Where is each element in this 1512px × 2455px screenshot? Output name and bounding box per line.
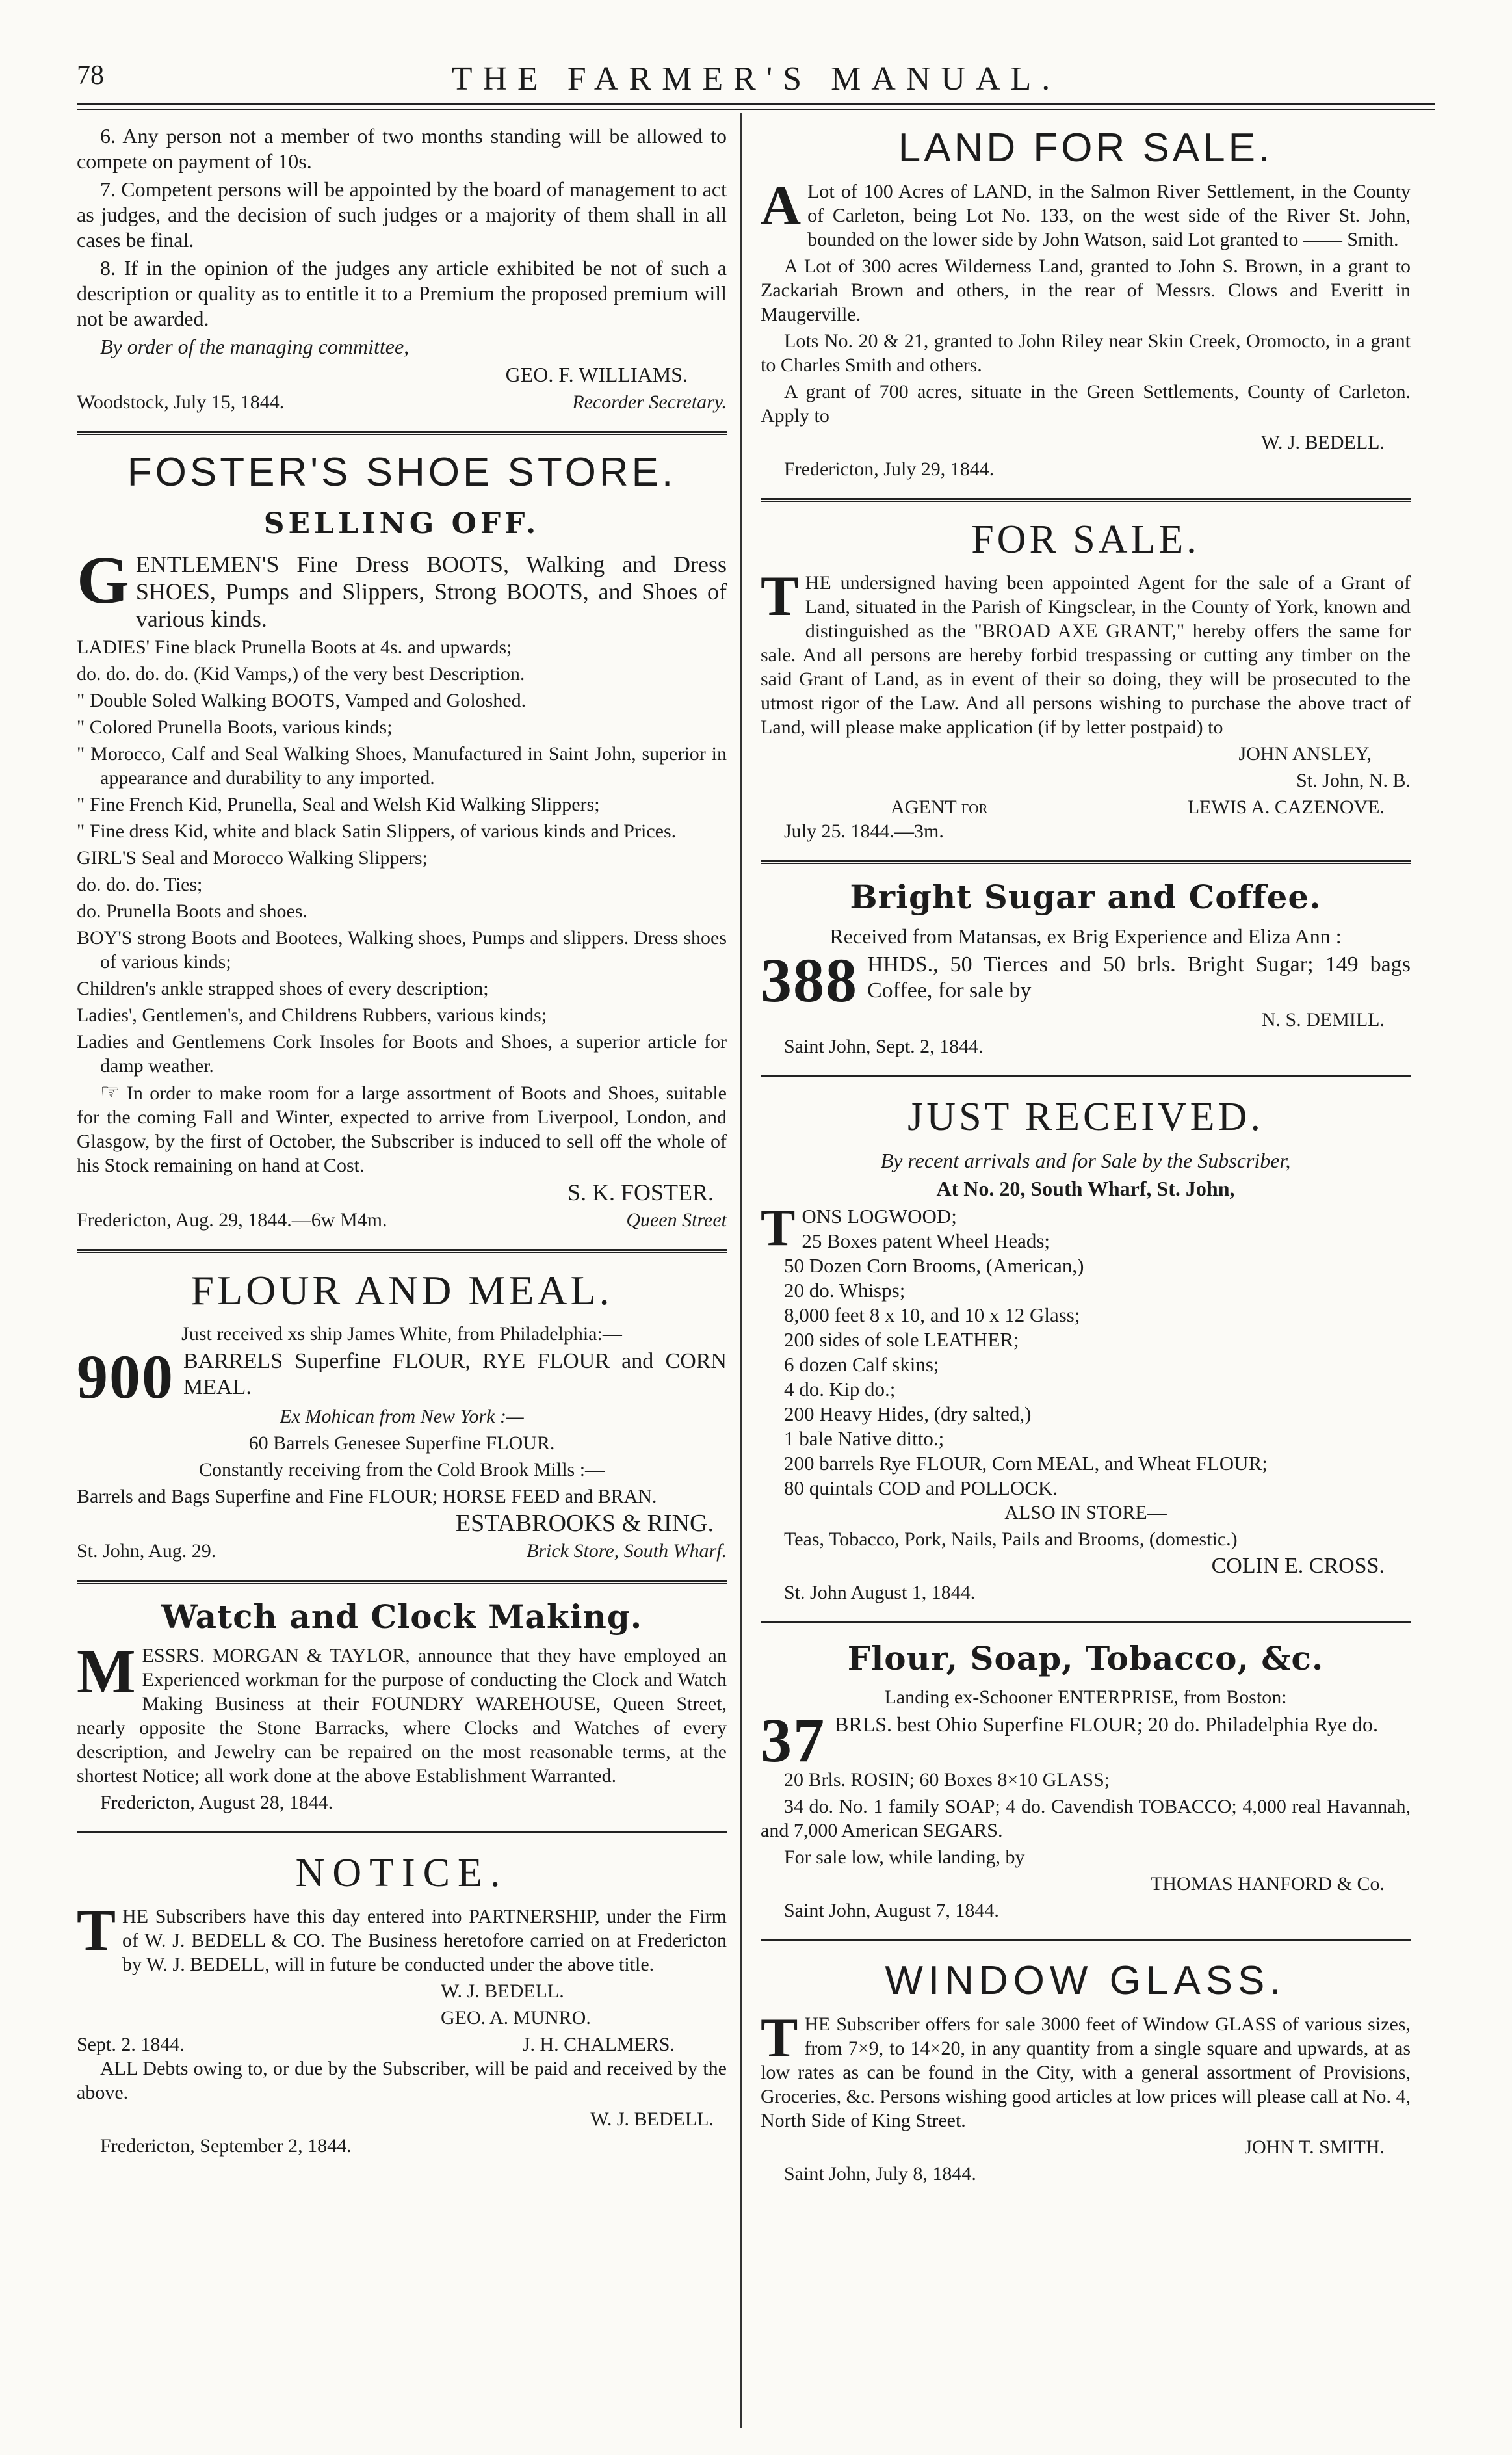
- just-received-ad: [761, 1092, 1411, 1605]
- forsale-text: HE undersigned having been appointed Agent for the sale of a Grant of Land, situated in the Parish of Kingsclear, in the County of York, known and distinguished as the "BROAD AXE GRANT," hereby offers the same for sale. And all persons are hereby forbid trespassing or cutting any timber on the said Grant of Land, as in event of their so doing, they will be prosecuted to the utmost rigor of the Law. And all persons wishing to purchase the above tract of Land, will please make application (if by letter postpaid) to: [761, 572, 1411, 738]
- flour-title: FLOUR AND MEAL.: [190, 1267, 613, 1313]
- rule-6: 6. Any person not a member of two months standing will be allowed to compete on payment of 10s.: [77, 124, 727, 173]
- sugar-signer: N. S. DEMILL.: [1261, 1009, 1385, 1031]
- running-title: THE FARMER'S MANUAL.: [451, 60, 1061, 98]
- just-address: At No. 20, South Wharf, St. John,: [936, 1177, 1235, 1200]
- land-dropcap: A: [761, 174, 802, 237]
- foster-notice: In order to make room for a large assortment of Boots and Shoes, suitable for the coming Fall and Winter, expected to arrive from Liverpool, London, and Glasgow, by the first of October, the Subscriber is induced to sell off the whole of his Stock remaining on hand at Cost.: [77, 1083, 727, 1176]
- notice-signer-1: W. J. BEDELL.: [441, 1980, 564, 2002]
- watch-clock-ad: [77, 1597, 727, 1815]
- glass-signer: JOHN T. SMITH.: [1244, 2136, 1385, 2158]
- just-title: JUST RECEIVED.: [907, 1095, 1264, 1139]
- foster-title: FOSTER'S SHOE STORE.: [127, 450, 677, 495]
- foster-subtitle: SELLING OFF.: [263, 507, 540, 540]
- sugar-number: 388: [761, 945, 858, 1015]
- watch-date: Fredericton, August 28, 1844.: [100, 1792, 333, 1813]
- flour-date: St. John, Aug. 29.: [77, 1540, 216, 1562]
- forsale-place: St. John, N. B.: [1296, 770, 1411, 791]
- divider: [761, 1621, 1411, 1625]
- land-date: Fredericton, July 29, 1844.: [784, 458, 995, 480]
- land-p3: Lots No. 20 & 21, granted to John Riley near Skin Creek, Oromocto, in a grant to Charles Smith and others.: [761, 330, 1411, 376]
- flour-constantly: Constantly receiving from the Cold Brook Mills :—: [198, 1459, 605, 1480]
- sugar-text: HHDS., 50 Tierces and 50 brls. Bright Sugar; 149 bags Coffee, for sale by: [867, 952, 1411, 1003]
- foster-line: GIRL'S Seal and Morocco Walking Slippers;: [77, 847, 428, 869]
- foster-shoe-ad: [77, 448, 727, 1232]
- right-column: [761, 124, 1411, 2203]
- exhibition-rules: [77, 124, 727, 414]
- watch-title: Watch and Clock Making.: [161, 1597, 643, 1636]
- just-line1: By recent arrivals and for Sale by the Subscriber,: [880, 1149, 1291, 1172]
- glass-dropcap: T: [761, 2006, 798, 2069]
- just-item: 200 Heavy Hides, (dry salted,): [784, 1402, 1032, 1425]
- notice-signer-4: W. J. BEDELL.: [590, 2108, 714, 2130]
- rules-place: Woodstock, July 15, 1844.: [77, 391, 285, 413]
- foster-line: Ladies', Gentlemen's, and Childrens Rubbers, various kinds;: [77, 1004, 547, 1026]
- soap-l3: 34 do. No. 1 family SOAP; 4 do. Cavendish TOBACCO; 4,000 real Havannah, and 7,000 American SEGARS.: [761, 1796, 1411, 1841]
- foster-line: Children's ankle strapped shoes of every description;: [77, 978, 489, 999]
- rule-7: 7. Competent persons will be appointed by the board of management to act as judges, and the decision of such judges or a majority of them shall in all cases be final.: [77, 177, 727, 252]
- pointing-hand-icon: ☞: [100, 1081, 120, 1105]
- forsale-dropcap: T: [761, 565, 799, 628]
- flour-signer: ESTABROOKS & RING.: [455, 1510, 714, 1537]
- just-also: ALSO IN STORE—: [1004, 1502, 1167, 1523]
- header-rule: [77, 103, 1435, 105]
- just-item: 80 quintals COD and POLLOCK.: [784, 1477, 1058, 1499]
- flour-text: BARRELS Superfine FLOUR, RYE FLOUR and CORN MEAL.: [183, 1349, 727, 1399]
- just-item: 50 Dozen Corn Brooms, (American,): [784, 1254, 1084, 1277]
- soap-date: Saint John, August 7, 1844.: [784, 1900, 999, 1921]
- foster-line: do. do. do. Ties;: [77, 874, 203, 895]
- just-item: 1 bale Native ditto.;: [784, 1427, 945, 1450]
- foster-dropcap: G: [77, 543, 129, 618]
- divider: [77, 1249, 727, 1253]
- foster-line: " Fine dress Kid, white and black Satin Slippers, of various kinds and Prices.: [77, 821, 677, 842]
- divider: [77, 1580, 727, 1584]
- flour-soap-ad: [761, 1638, 1411, 1923]
- notice-date-2: Fredericton, September 2, 1844.: [100, 2135, 352, 2157]
- flour-number: 900: [77, 1342, 174, 1411]
- notice-dropcap: T: [77, 1898, 116, 1963]
- flour-meal-ad: [77, 1266, 727, 1563]
- flour-barrels2: Barrels and Bags Superfine and Fine FLOUR; HORSE FEED and BRAN.: [77, 1486, 657, 1507]
- header-rule-thin: [77, 109, 1435, 110]
- just-signer: COLIN E. CROSS.: [1211, 1554, 1385, 1578]
- soap-l2: 20 Brls. ROSIN; 60 Boxes 8×10 GLASS;: [784, 1769, 1110, 1791]
- land-p1: Lot of 100 Acres of LAND, in the Salmon River Settlement, in the County of Carleton, being Lot No. 133, on the west side of the River St. John, bounded on the lower side by John Watson, said Lot granted to —— Smith.: [807, 181, 1411, 250]
- glass-text: HE Subscriber offers for sale 3000 feet of Window GLASS of various sizes, from 7×9, to 14×20, in any quantity from a single square and upwards, at as low rates as can be found in the City, with a general assortment of Provisions, Groceries, &c. Persons wishing good articles at low prices will please call at No. 4, North Side of King Street.: [761, 2014, 1411, 2131]
- notice-text: HE Subscribers have this day entered into PARTNERSHIP, under the Firm of W. J. BEDELL & CO. The Business heretofore carried on at Fredericton by W. J. BEDELL, will in future be conducted under the above title.: [122, 1906, 727, 1975]
- forsale-agent: AGENT for: [891, 796, 988, 818]
- partnership-notice: [77, 1848, 727, 2158]
- sugar-line1: Received from Matansas, ex Brig Experience and Eliza Ann :: [829, 925, 1342, 948]
- notice-date-1: Sept. 2. 1844.: [77, 2034, 185, 2055]
- just-item: ONS LOGWOOD;: [802, 1205, 957, 1228]
- flour-line1: Just received xs ship James White, from Philadelphia:—: [181, 1323, 622, 1345]
- foster-line: Ladies and Gentlemens Cork Insoles for Boots and Shoes, a superior article for damp weather.: [77, 1031, 727, 1077]
- divider: [77, 431, 727, 435]
- just-item: 4 do. Kip do.;: [784, 1378, 896, 1400]
- soap-number: 37: [761, 1705, 826, 1775]
- divider: [761, 1939, 1411, 1943]
- just-item: 8,000 feet 8 x 10, and 10 x 12 Glass;: [784, 1304, 1080, 1326]
- foster-line: " Fine French Kid, Prunella, Seal and Welsh Kid Walking Slippers;: [77, 794, 600, 815]
- sugar-coffee-ad: [761, 877, 1411, 1058]
- just-item: 200 sides of sole LEATHER;: [784, 1328, 1019, 1351]
- notice-signer-3: J. H. CHALMERS.: [522, 2034, 675, 2055]
- divider: [761, 1075, 1411, 1079]
- land-title: LAND FOR SALE.: [898, 125, 1273, 170]
- flour-ex: Ex Mohican from New York :—: [280, 1406, 524, 1427]
- foster-line: " Colored Prunella Boots, various kinds;: [77, 716, 393, 738]
- foster-intro: ENTLEMEN'S Fine Dress BOOTS, Walking and Dress SHOES, Pumps and Slippers, Strong BOOTS, and Shoes of various kinds.: [135, 551, 727, 632]
- divider: [761, 860, 1411, 864]
- soap-text: BRLS. best Ohio Superfine FLOUR; 20 do. Philadelphia Rye do.: [835, 1713, 1379, 1736]
- just-item: 6 dozen Calf skins;: [784, 1353, 939, 1376]
- just-item: 25 Boxes patent Wheel Heads;: [802, 1229, 1050, 1252]
- divider: [761, 498, 1411, 502]
- forsale-title: FOR SALE.: [971, 518, 1200, 562]
- foster-date: Fredericton, Aug. 29, 1844.—6w M4m.: [77, 1209, 387, 1231]
- just-date: St. John August 1, 1844.: [784, 1582, 976, 1603]
- foster-line: do. Prunella Boots and shoes.: [77, 900, 307, 922]
- soap-title: Flour, Soap, Tobacco, &c.: [847, 1639, 1324, 1677]
- notice-title: NOTICE.: [295, 1851, 508, 1895]
- rules-order: By order of the managing committee,: [100, 335, 410, 358]
- foster-line: BOY'S strong Boots and Bootees, Walking shoes, Pumps and slippers. Dress shoes of various kinds;: [77, 927, 727, 973]
- foster-line: do. do. do. do. (Kid Vamps,) of the very best Description.: [77, 663, 525, 685]
- foster-line: " Double Soled Walking BOOTS, Vamped and Goloshed.: [77, 690, 527, 711]
- soap-l4: For sale low, while landing, by: [784, 1846, 1025, 1868]
- just-item: 20 do. Whisps;: [784, 1279, 906, 1302]
- watch-text: ESSRS. MORGAN & TAYLOR, announce that they have employed an Experienced workman for the purpose of conducting the Clock and Watch Making Business at their FOUNDRY WAREHOUSE, Queen Street, nearly opposite the Stone Barracks, where Clocks and Watches of every description, and Jewelry can be repaired on the most reasonable terms, at the shortest Notice; all work done at the above Establishment Warranted.: [77, 1645, 727, 1787]
- window-glass-ad: [761, 1956, 1411, 2186]
- watch-dropcap: M: [77, 1636, 136, 1706]
- forsale-date: July 25. 1844.—3m.: [784, 821, 944, 842]
- foster-line: LADIES' Fine black Prunella Boots at 4s. and upwards;: [77, 637, 512, 658]
- just-dropcap: T: [761, 1200, 796, 1257]
- notice-all-debts: ALL Debts owing to, or due by the Subscriber, will be paid and received by the above.: [77, 2058, 727, 2103]
- just-item: 200 barrels Rye FLOUR, Corn MEAL, and Wheat FLOUR;: [784, 1452, 1268, 1475]
- column-divider: [740, 113, 742, 2428]
- sugar-date: Saint John, Sept. 2, 1844.: [784, 1036, 984, 1057]
- glass-date: Saint John, July 8, 1844.: [784, 2163, 976, 2185]
- divider: [77, 1831, 727, 1835]
- just-teas: Teas, Tobacco, Pork, Nails, Pails and Brooms, (domestic.): [784, 1529, 1238, 1550]
- rules-signer: GEO. F. WILLIAMS.: [505, 363, 688, 386]
- glass-title: WINDOW GLASS.: [885, 1958, 1286, 2003]
- forsale-for-whom: LEWIS A. CAZENOVE.: [1187, 796, 1385, 818]
- forsale-signer: JOHN ANSLEY,: [1238, 743, 1372, 765]
- land-for-sale-ad: [761, 124, 1411, 481]
- rule-8: 8. If in the opinion of the judges any article exhibited be not of such a description or quality as to entitle it to a Premium the proposed premium will not be awarded.: [77, 256, 727, 330]
- land-p2: A Lot of 300 acres Wilderness Land, granted to John S. Brown, in a grant to Zackariah Brown and others, in the rear of Messrs. Clows and Everitt in Maugerville.: [761, 256, 1411, 325]
- foster-line: " Morocco, Calf and Seal Walking Shoes, Manufactured in Saint John, superior in appearance and durability to any imported.: [77, 743, 727, 789]
- flour-barrels: 60 Barrels Genesee Superfine FLOUR.: [248, 1432, 555, 1454]
- foster-signer: S. K. FOSTER.: [567, 1179, 714, 1205]
- notice-signer-2: GEO. A. MUNRO.: [441, 2007, 591, 2028]
- land-p4: A grant of 700 acres, situate in the Green Settlements, County of Carleton. Apply to: [761, 381, 1411, 427]
- flour-store: Brick Store, South Wharf.: [526, 1540, 727, 1562]
- for-sale-ad: [761, 515, 1411, 843]
- page-number: 78: [77, 60, 104, 90]
- rules-role: Recorder Secretary.: [572, 391, 727, 413]
- left-column: [77, 124, 727, 2175]
- soap-line1: Landing ex-Schooner ENTERPRISE, from Boston:: [884, 1687, 1287, 1708]
- land-signer: W. J. BEDELL.: [1261, 432, 1385, 453]
- sugar-title: Bright Sugar and Coffee.: [850, 878, 1322, 916]
- foster-street: Queen Street: [626, 1209, 727, 1231]
- just-items-list: [761, 1200, 1411, 1501]
- soap-signer: THOMAS HANFORD & Co.: [1150, 1873, 1385, 1895]
